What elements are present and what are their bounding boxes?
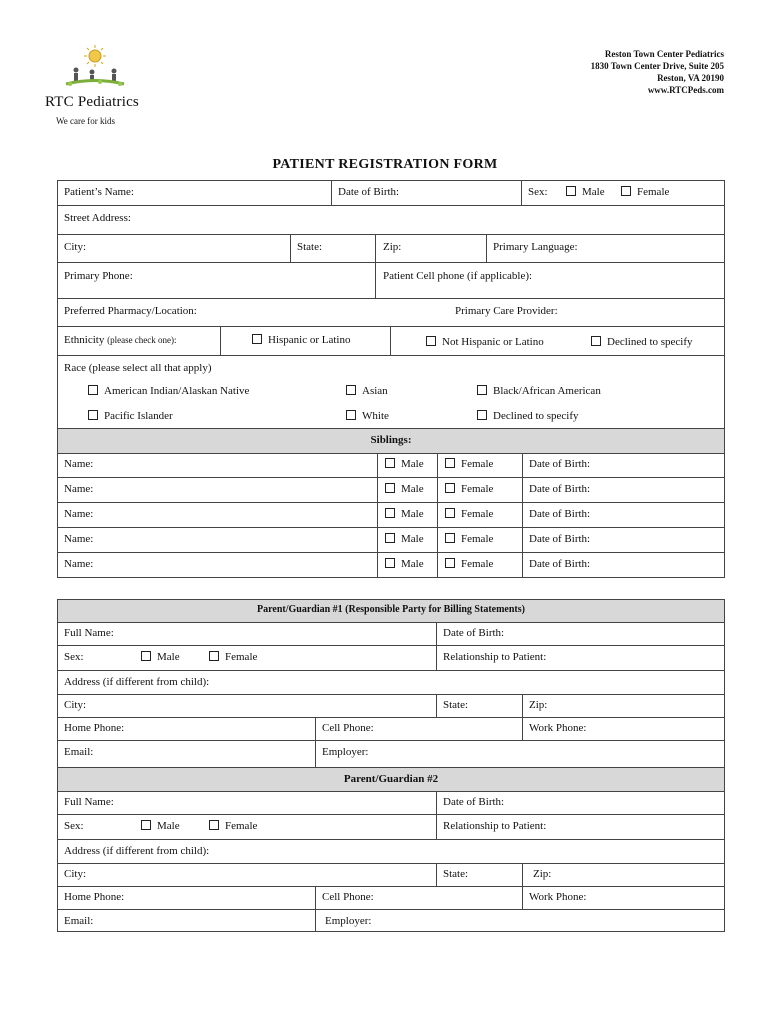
sibling-female-option[interactable]: Female	[445, 458, 493, 470]
ethnicity-not-hispanic-option[interactable]: Not Hispanic or Latino	[426, 336, 544, 348]
guardian1-full-name-label: Full Name:	[64, 627, 114, 639]
sibling-female-option[interactable]: Female	[445, 558, 493, 570]
ethnicity-label: Ethnicity (please check one):	[64, 334, 177, 346]
race-option[interactable]: Pacific Islander	[88, 410, 173, 422]
sibling-name-label: Name:	[64, 558, 94, 570]
guardian2-relationship-label: Relationship to Patient:	[443, 820, 547, 832]
guardian1-female-option[interactable]: Female	[209, 651, 257, 663]
practice-name: Reston Town Center Pediatrics	[604, 49, 724, 59]
checkbox-icon[interactable]	[385, 558, 395, 568]
street-line: 1830 Town Center Drive, Suite 205	[590, 61, 724, 71]
guardian-table	[57, 599, 725, 932]
guardian2-state-label: State:	[443, 868, 469, 880]
guardian2-email-label: Email:	[64, 915, 94, 927]
guardian2-address-label: Address (if different from child):	[64, 845, 210, 857]
form-title: PATIENT REGISTRATION FORM	[272, 157, 498, 172]
checkbox-icon[interactable]	[252, 334, 262, 344]
sibling-name-label: Name:	[64, 483, 94, 495]
siblings-title: Siblings:	[370, 434, 412, 446]
checkbox-icon[interactable]	[209, 651, 219, 661]
guardian1-sex-label: Sex:	[64, 651, 84, 663]
ethnicity-hispanic-option[interactable]: Hispanic or Latino	[252, 334, 350, 346]
guardian1-dob-label: Date of Birth:	[443, 627, 505, 639]
primary-language-label: Primary Language:	[493, 241, 578, 253]
guardian1-zip-label: Zip:	[529, 699, 548, 711]
guardian1-title: Parent/Guardian #1 (Responsible Party for Billing Statements)	[257, 604, 525, 615]
guardian2-city-label: City:	[64, 868, 87, 880]
race-option[interactable]: White	[346, 410, 389, 422]
guardian2-cell-phone-label: Cell Phone:	[322, 891, 374, 903]
guardian1-state-label: State:	[443, 699, 469, 711]
patient-name-label: Patient’s Name:	[64, 186, 134, 198]
checkbox-icon[interactable]	[445, 483, 455, 493]
website-line: www.RTCPeds.com	[647, 85, 724, 95]
checkbox-icon[interactable]	[621, 186, 631, 196]
guardian1-cell-phone-label: Cell Phone:	[322, 722, 374, 734]
race-option[interactable]: American Indian/Alaskan Native	[88, 385, 249, 397]
patient-cell-label: Patient Cell phone (if applicable):	[383, 270, 533, 282]
patient-sex-male-option[interactable]: Male	[566, 186, 605, 198]
patient-dob-label: Date of Birth:	[338, 186, 400, 198]
guardian1-employer-label: Employer:	[322, 746, 369, 758]
city-label: City:	[64, 241, 87, 253]
guardian2-sex-label: Sex:	[64, 820, 84, 832]
state-label: State:	[297, 241, 323, 253]
guardian1-work-phone-label: Work Phone:	[529, 722, 587, 734]
sibling-female-option[interactable]: Female	[445, 508, 493, 520]
guardian2-work-phone-label: Work Phone:	[529, 891, 587, 903]
guardian2-dob-label: Date of Birth:	[443, 796, 505, 808]
checkbox-icon[interactable]	[385, 533, 395, 543]
guardian1-email-label: Email:	[64, 746, 94, 758]
checkbox-icon[interactable]	[445, 533, 455, 543]
city-line: Reston, VA 20190	[657, 73, 724, 83]
guardian2-male-option[interactable]: Male	[141, 820, 180, 832]
checkbox-icon[interactable]	[566, 186, 576, 196]
guardian1-address-label: Address (if different from child):	[64, 676, 210, 688]
patient-sex-label: Sex:	[528, 186, 548, 198]
sun-kids-icon	[40, 44, 150, 94]
patient-sex-female-option[interactable]: Female	[621, 186, 669, 198]
logo-name: RTC Pediatrics	[45, 94, 139, 110]
sibling-name-label: Name:	[64, 508, 94, 520]
checkbox-icon[interactable]	[141, 820, 151, 830]
race-prompt: Race (please select all that apply)	[64, 362, 212, 374]
primary-phone-label: Primary Phone:	[64, 270, 133, 282]
guardian2-zip-label: Zip:	[533, 868, 552, 880]
checkbox-icon[interactable]	[445, 508, 455, 518]
sibling-male-option[interactable]: Male	[385, 483, 424, 495]
guardian2-employer-label: Employer:	[325, 915, 372, 927]
guardian2-full-name-label: Full Name:	[64, 796, 114, 808]
sibling-name-label: Name:	[64, 533, 94, 545]
guardian2-female-option[interactable]: Female	[209, 820, 257, 832]
guardian1-relationship-label: Relationship to Patient:	[443, 651, 547, 663]
checkbox-icon[interactable]	[346, 385, 356, 395]
checkbox-icon[interactable]	[88, 410, 98, 420]
ethnicity-declined-option[interactable]: Declined to specify	[591, 336, 693, 348]
checkbox-icon[interactable]	[385, 458, 395, 468]
checkbox-icon[interactable]	[88, 385, 98, 395]
guardian2-title: Parent/Guardian #2	[343, 773, 439, 785]
race-option[interactable]: Asian	[346, 385, 388, 397]
sibling-female-option[interactable]: Female	[445, 533, 493, 545]
checkbox-icon[interactable]	[209, 820, 219, 830]
sibling-male-option[interactable]: Male	[385, 533, 424, 545]
race-option[interactable]: Black/African American	[477, 385, 601, 397]
race-option[interactable]: Declined to specify	[477, 410, 579, 422]
checkbox-icon[interactable]	[141, 651, 151, 661]
sibling-dob-label: Date of Birth:	[529, 508, 591, 520]
sibling-dob-label: Date of Birth:	[529, 558, 591, 570]
guardian2-home-phone-label: Home Phone:	[64, 891, 125, 903]
checkbox-icon[interactable]	[426, 336, 436, 346]
practice-address	[591, 48, 724, 96]
checkbox-icon[interactable]	[591, 336, 601, 346]
sibling-male-option[interactable]: Male	[385, 508, 424, 520]
guardian1-male-option[interactable]: Male	[141, 651, 180, 663]
checkbox-icon[interactable]	[385, 483, 395, 493]
checkbox-icon[interactable]	[477, 410, 487, 420]
guardian1-home-phone-label: Home Phone:	[64, 722, 125, 734]
primary-care-provider-label: Primary Care Provider:	[455, 305, 558, 317]
sibling-name-label: Name:	[64, 458, 94, 470]
sibling-male-option[interactable]: Male	[385, 558, 424, 570]
sibling-dob-label: Date of Birth:	[529, 533, 591, 545]
zip-label: Zip:	[383, 241, 402, 253]
guardian1-city-label: City:	[64, 699, 87, 711]
street-address-label: Street Address:	[64, 212, 131, 224]
logo-tagline: We care for kids	[56, 116, 115, 126]
sibling-female-option[interactable]: Female	[445, 483, 493, 495]
checkbox-icon[interactable]	[385, 508, 395, 518]
checkbox-icon[interactable]	[477, 385, 487, 395]
sibling-dob-label: Date of Birth:	[529, 458, 591, 470]
logo	[40, 44, 150, 130]
pharmacy-label: Preferred Pharmacy/Location:	[64, 305, 197, 317]
checkbox-icon[interactable]	[445, 558, 455, 568]
checkbox-icon[interactable]	[445, 458, 455, 468]
checkbox-icon[interactable]	[346, 410, 356, 420]
sibling-male-option[interactable]: Male	[385, 458, 424, 470]
sibling-dob-label: Date of Birth:	[529, 483, 591, 495]
